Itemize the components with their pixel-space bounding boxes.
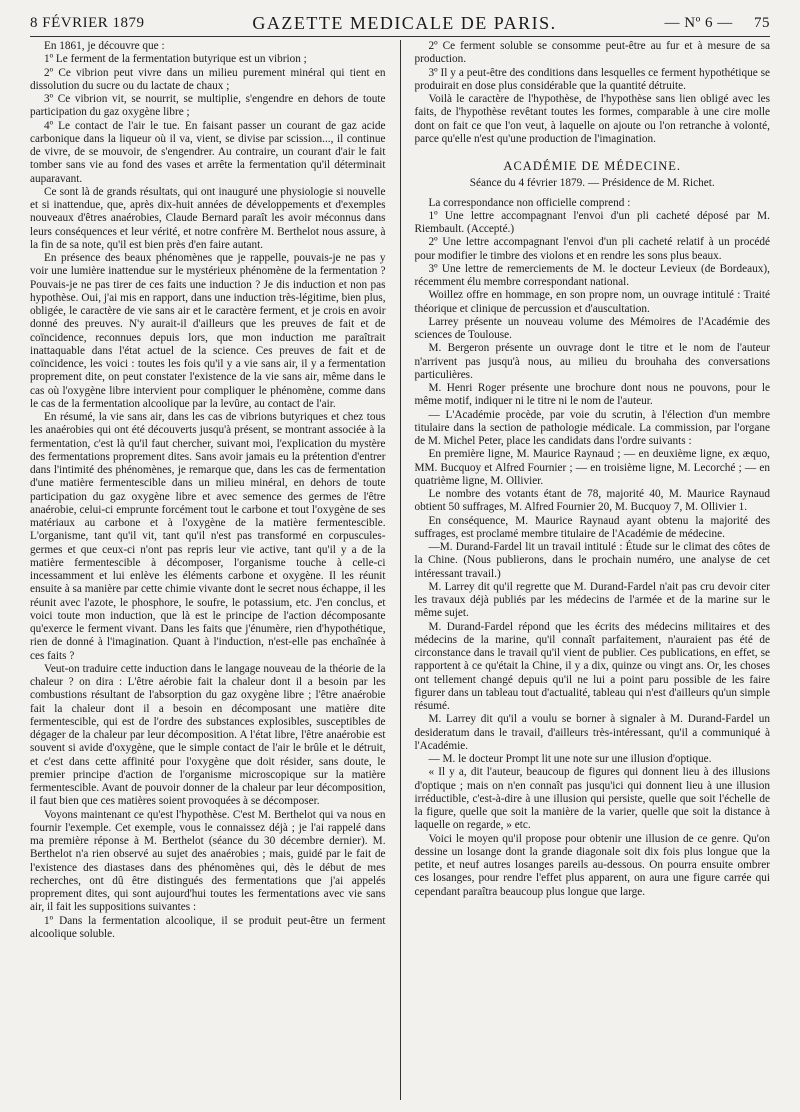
paragraph: 2º Ce vibrion peut vivre dans un milieu purement minéral qui tient en dissolution du sucre ou du lactate de chaux ; [30,66,386,92]
paragraph: M. Larrey dit qu'il regrette que M. Durand-Fardel n'ait pas cru devoir citer les travaux déjà publiés par les médecins de l'armée et de la marine sur le même sujet. [414,580,770,620]
journal-title: GAZETTE MEDICALE DE PARIS. [252,12,557,33]
paragraph: En résumé, la vie sans air, dans les cas de vibrions butyriques et chez tous les anaérobies qui ont été découverts jusqu'à présent, se montrant associée à la fermentation, c'est là qu'il faut chercher, suivant moi, l'explication du mystère des fermentations proprement dites. Sans avoir jamais eu la prétention d'entrer dans l'intimité des phénomènes, je remarque que, dans les cas de fermentation d'une matière fermentescible dans un milieu minéral, en dehors de toute participation du gaz oxygène libre et avec semence des germes de l'être anaérobie, celui-ci emprunte forcément tout le carbone et tout l'oxygène de ses matériaux au carbone et à l'oxygène de la matière fermentescible. L'organisme, tant qu'il vit, tant qu'il n'est pas transformé en corpuscules-germes et que ceux-ci n'ont pas repris leur vie active, tant qu'il y a de la matière fermentescible à décomposer, l'organisme touche à celle-ci incessamment et lui enlève les éléments carbone et oxygène. Il les réunit ensuite à sa manière par cette chimie vivante dont le secret nous échappe, il les réunit avec l'azote, le phosphore, le soufre, le potassium, etc. J'en conclus, et voici toute mon induction, que là est le principe de l'action décomposante qu'exerce le ferment vivant. Dans les faits que j'énumère, rien d'hypothétique, rien de donné à l'imagination. Quant à l'induction, n'est-elle pas enchaînée à ces faits ? [30,411,386,662]
paragraph: 2º Une lettre accompagnant l'envoi d'un pli cacheté relatif à un procédé pour modifier le timbre des violons et en rendre les sons plus beaux. [414,236,770,262]
page-number: 75 [753,14,770,31]
paragraph: Ce sont là de grands résultats, qui ont inauguré une physiologie si nouvelle et si inattendue, que, après dix-huit années de développements et d'exemples nouveaux d'êtres anaérobies, Claude Bernard paraît les avoir méconnus dans leurs conséquences et leur vérité, et notre confrère M. Berthelot nous assure, à la fin de sa note, qu'il est bien près d'en faire autant. [30,185,386,251]
paragraph: Voyons maintenant ce qu'est l'hypothèse. C'est M. Berthelot qui va nous en fournir l'exemple. Cet exemple, vous le connaissez déjà ; je l'ai rappelé dans ma première réponse à M. Berthelot (séance du 30 décembre dernier). M. Berthelot n'a rien observé au sujet des anaérobies ; mais, guidé par le fait de l'existence des diastases dans des phénomènes qui, dès le début de mes recherches, ont dû être distingués des fermentations que j'ai appelés proprement dites, qui sont aujourd'hui toutes les fermentations avec vie sans air, il fait les suppositions suivantes : [30,808,386,914]
paragraph: 1º Une lettre accompagnant l'envoi d'un pli cacheté déposé par M. Riembault. (Accepté.) [414,209,770,235]
paragraph: Voilà le caractère de l'hypothèse, de l'hypothèse sans lien obligé avec les faits, de l'hypothèse revêtant toutes les formes, comparable à une cire molle dont on fait ce que l'on veut, à laquelle on ajoute ou l'on retranche à volonté, parce qu'elle n'est qu'une production de l'imagination. [414,93,770,145]
issue-number-and-page [665,15,770,32]
paragraph: Veut-on traduire cette induction dans le langage nouveau de la théorie de la chaleur ? on dira : L'être aérobie fait la chaleur dont il a besoin par les combustions résultant de l'absorption du gaz oxygène libre ; l'être anaérobie fait la chaleur dont il a besoin en décomposant une matière dite fermentescible, qui est de l'ordre des substances explosibles, susceptibles de dégager de la chaleur par leur décomposition. A l'état libre, l'être anaérobie est souvent si avide d'oxygène, que le simple contact de l'air le brûle et le détruit, et c'est dans cette affinité pour l'oxygène que doit résider, sans doute, le premier principe d'action de l'organisme microscopique sur la matière fermentescible. Avant de pouvoir donner de la chaleur par leur décomposition, il faut bien que ces matières soient provoquées à se décomposer. [30,662,386,808]
paragraph: Woillez offre en hommage, en son propre nom, un ouvrage intitulé : Traité théorique et clinique de percussion et d'auscultation. [414,289,770,315]
paragraph: — L'Académie procède, par voie du scrutin, à l'élection d'un membre titulaire dans la section de pathologie médicale. La commission, par l'organe de M. Michel Peter, place les candidats dans l'ordre suivants : [414,408,770,447]
paragraph: Le nombre des votants étant de 78, majorité 40, M. Maurice Raynaud obtient 50 suffrages, M. Alfred Fournier 20, M. Bucquoy 7, M. Ollivier 1. [414,488,770,514]
section-title: ACADÉMIE DE MÉDECINE. [503,159,682,173]
paragraph: En conséquence, M. Maurice Raynaud ayant obtenu la majorité des suffrages, est proclamé membre titulaire de l'Académie de médecine. [414,514,770,540]
column-divider [400,40,401,1100]
paragraph: 1º Dans la fermentation alcoolique, il se produit peut-être un ferment alcoolique soluble. [30,914,386,940]
paragraph: —M. Durand-Fardel lit un travail intitulé : Étude sur le climat des côtes de la Chine. (Nous publierons, dans le prochain numéro, une analyse de cet intéressant travail.) [414,541,770,580]
issue-date: 8 FÉVRIER 1879 [30,14,145,31]
paragraph: 4º Le contact de l'air le tue. En faisant passer un courant de gaz acide carbonique dans la liqueur où il va, vient, se divise par scission..., il continue de vivre, de se mouvoir, de s'engendrer. Au contraire, un courant d'air le fait tomber sans vie au fond des vases et arrête la fermentation qu'il déterminait auparavant. [30,119,386,185]
paragraph: En première ligne, M. Maurice Raynaud ; — en deuxième ligne, ex æquo, MM. Bucquoy et Alfred Fournier ; — en troisième ligne, M. Lecorché ; — en quatrième ligne, M. Ollivier. [414,448,770,487]
paragraph: 3º Ce vibrion vit, se nourrit, se multiplie, s'engendre en dehors de toute participation du gaz oxygène libre ; [30,93,386,119]
paragraph: M. Bergeron présente un ouvrage dont le titre et le nom de l'auteur n'arrivent pas jusqu'à nous, au milieu du brouhaha des conversations particulières. [414,342,770,381]
paragraph: En 1861, je découvre que : [44,40,165,52]
paragraph: La correspondance non officielle comprend : [428,196,631,209]
paragraph: Voici le moyen qu'il propose pour obtenir une illusion de ce genre. Qu'on dessine un losange dont la grande diagonale soit dix fois plus longue que la petite, et neuf autres losanges pareils au-dessous. On pourra ensuite ombrer ces losanges, pour rendre l'effet plus apparent, on aura une figure carrée qui cependant paraîtra beaucoup plus longue que large. [414,832,770,898]
left-column [30,40,386,1100]
paragraph: En présence des beaux phénomènes que je rappelle, pouvais-je ne pas y voir une lumière inattendue sur le mystérieux phénomène de la fermentation ? Pouvais-je ne pas tirer de ces faits une induction ? Je dis induction et non pas hypothèse. Oui, j'ai mis en rapport, dans une induction très-légitime, bien plus, obligée, le caractère de vie sans air et le caractère ferment, et je crois en avoir donné des preuves. N'y aurait-il d'ailleurs que les preuves de fait et de coïncidence, reconnues depuis lors, que mon induction me paraîtrait inattaquable dans l'état actuel de la science. Ces preuves de fait et de coïncidence, les voici : toutes les fois qu'il y a vie sans air, il y a fermentation proprement dite, on peut constater l'existence de la vie sans air, même dans le cas où l'oxygène libre intervient pour compliquer le phénomène, comme dans le cas de la fermentation alcoolique par la levûre, au contact de l'air. [30,252,386,410]
paragraph: M. Durand-Fardel répond que les écrits des médecins militaires et des médecins de la marine, qu'il connaît parfaitement, n'auraient pas été de circonstance dans le travail qu'il vient de publier. Ces publications, en effet, se rapportent à ce qu'était la Chine, il y a dix, quinze ou vingt ans. Or, les choses ont tellement changé depuis qu'il ne lui a point paru possible de les faire figurer dans un tableau tout d'actualité, tableau qui n'est d'ailleurs qu'un simple résumé. [414,620,770,712]
paragraph: 3º Il y a peut-être des conditions dans lesquelles ce ferment hypothétique se produirait en dose plus considérable que la quantité détruite. [414,66,770,92]
issue-number: — Nº 6 — [664,14,733,31]
paragraph: 2º Ce ferment soluble se consomme peut-être au fur et à mesure de sa production. [414,40,770,66]
right-column [414,40,770,1100]
paragraph: « Il y a, dit l'auteur, beaucoup de figures qui donnent lieu à des illusions d'optique ; mais on n'en connaît pas jusqu'ici qui donnent lieu à une illusion irréductible, c'est-à-dire à une illusion qui persiste, quelle que soit l'échelle de la figure, quelle que soit la manière de la varier, quelle que soit la distance à laquelle on regarde, » etc. [414,766,770,832]
paragraph: M. Henri Roger présente une brochure dont nous ne pouvons, pour le même motif, indiquer ni le titre ni le nom de l'auteur. [414,382,770,408]
paragraph: Larrey présente un nouveau volume des Mémoires de l'Académie des sciences de Toulouse. [414,315,770,341]
session-line: Séance du 4 février 1879. — Présidence de M. Richet. [469,177,715,190]
paragraph: 3º Une lettre de remerciements de M. le docteur Levieux (de Bordeaux), récemment élu membre correspondant national. [414,262,770,288]
page-header [30,10,770,37]
paragraph: M. Larrey dit qu'il a voulu se borner à signaler à M. Durand-Fardel un desideratum dans le travail, d'ailleurs très-intéressant, qu'il a communiqué à l'Académie. [414,713,770,752]
paragraph: 1º Le ferment de la fermentation butyrique est un vibrion ; [44,53,307,66]
text-columns [30,40,770,1100]
paragraph: — M. le docteur Prompt lit une note sur une illusion d'optique. [428,753,712,765]
